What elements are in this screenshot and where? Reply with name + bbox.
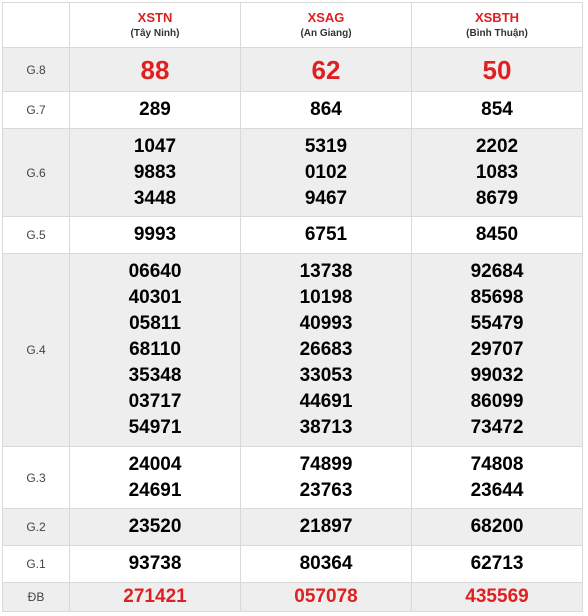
prize-cell [241,447,412,509]
prize-number: 3448 [133,187,177,209]
prize-number: 05811 [129,313,181,334]
prize-cell [241,129,412,217]
prize-cell [70,447,241,509]
special-prize-number: 435569 [465,586,529,607]
prize-row-g5 [3,217,583,254]
prize-cell [241,48,412,92]
prize-cell [241,254,412,447]
prize-number: 8450 [475,224,519,245]
prize-number: 85698 [470,287,524,308]
prize-cell [412,546,583,583]
prize-cell [412,254,583,447]
prize-cell [412,447,583,509]
province-header-xsag[interactable] [241,3,412,48]
prize-cell [412,583,583,612]
prize-row-special [3,583,583,612]
province-name: (An Giang) [300,28,352,39]
province-code[interactable]: XSAG [307,10,345,25]
prize-cell [412,48,583,92]
province-name: (Tây Ninh) [130,28,180,39]
prize-number: 38713 [299,417,353,438]
province-code[interactable]: XSTN [137,10,173,25]
prize-number: 06640 [128,261,182,282]
prize-number: 10198 [299,287,353,308]
prize-row-g2 [3,509,583,546]
prize-number: 21897 [299,516,353,537]
prize-cell [70,509,241,546]
prize-number: 289 [139,99,171,120]
prize-cell [241,92,412,129]
prize-label: ĐB [3,583,70,612]
prize-row-g4 [3,254,583,447]
lottery-results-table [2,2,583,612]
prize-cell [241,546,412,583]
prize-label: G.4 [3,254,70,447]
prize-number: 62713 [470,553,524,574]
prize-number: 50 [482,54,512,85]
prize-number: 8679 [475,187,519,209]
province-header-xsbth[interactable] [412,3,583,48]
prize-cell [70,583,241,612]
prize-number: 92684 [470,261,524,282]
prize-cell [70,546,241,583]
prize-number: 86099 [470,391,524,412]
prize-cell [70,48,241,92]
prize-number: 13738 [299,261,353,282]
prize-row-g1 [3,546,583,583]
prize-number: 40993 [299,313,353,334]
prize-number: 23644 [470,479,524,501]
prize-number: 0102 [304,161,348,183]
prize-number: 1047 [133,135,177,157]
prize-row-g7 [3,92,583,129]
prize-cell [412,509,583,546]
prize-number: 864 [310,99,342,120]
special-prize-number: 271421 [123,586,187,607]
prize-cell [70,217,241,254]
province-header-xstn[interactable] [70,3,241,48]
prize-row-g3 [3,447,583,509]
prize-label: G.8 [3,48,70,92]
prize-cell [70,254,241,447]
prize-number: 93738 [128,553,182,574]
province-name: (Bình Thuận) [466,28,528,39]
prize-number: 24691 [128,479,182,501]
prize-row-g8 [3,48,583,92]
prize-number: 44691 [299,391,353,412]
prize-number: 68200 [470,516,524,537]
prize-number: 1083 [475,161,519,183]
prize-number: 23520 [128,516,182,537]
prize-cell [70,129,241,217]
prize-number: 54971 [128,417,182,438]
prize-label: G.3 [3,447,70,509]
prize-number: 99032 [470,365,524,386]
prize-cell [241,509,412,546]
prize-number: 33053 [299,365,353,386]
corner-cell [3,3,70,48]
prize-number: 80364 [299,553,353,574]
prize-number: 6751 [304,224,348,245]
prize-label: G.2 [3,509,70,546]
prize-label: G.1 [3,546,70,583]
prize-cell [412,217,583,254]
prize-number: 23763 [299,479,353,501]
prize-number: 62 [311,54,341,85]
prize-number: 68110 [129,339,181,360]
prize-number: 9993 [133,224,177,245]
prize-number: 854 [481,99,513,120]
prize-number: 9883 [133,161,177,183]
prize-number: 26683 [299,339,353,360]
prize-number: 74899 [299,453,353,475]
prize-cell [241,583,412,612]
prize-row-g6 [3,129,583,217]
prize-number: 35348 [128,365,182,386]
prize-number: 55479 [470,313,524,334]
prize-number: 40301 [128,287,182,308]
prize-label: G.7 [3,92,70,129]
prize-number: 03717 [128,391,182,412]
special-prize-number: 057078 [294,586,358,607]
prize-number: 2202 [475,135,519,157]
prize-number: 74808 [470,453,524,475]
prize-cell [412,129,583,217]
prize-number: 88 [140,54,170,85]
prize-number: 29707 [470,339,524,360]
prize-number: 73472 [470,417,524,438]
prize-cell [241,217,412,254]
prize-cell [70,92,241,129]
province-code[interactable]: XSBTH [474,10,520,25]
prize-label: G.5 [3,217,70,254]
prize-number: 9467 [304,187,348,209]
province-header-row [3,3,583,48]
prize-label: G.6 [3,129,70,217]
prize-number: 5319 [304,135,348,157]
prize-cell [412,92,583,129]
prize-number: 24004 [128,453,182,475]
